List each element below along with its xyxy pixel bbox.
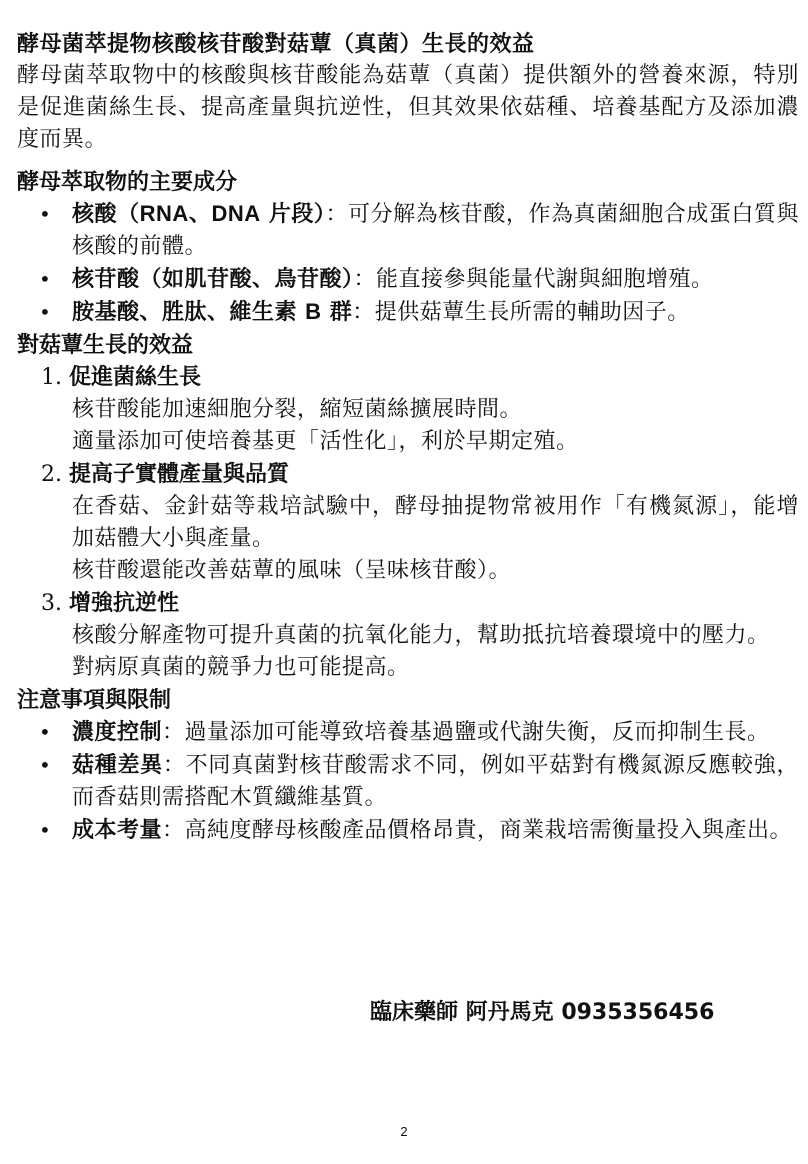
bullet-desc: ：可分解為核苷酸，作為真菌細胞合成蛋白質與核酸的前體。 [72,202,799,259]
notes-heading: 注意事項與限制 [17,687,172,713]
notes-list [17,716,799,847]
effects-heading: 對菇蕈生長的效益 [17,332,194,358]
bullet-term: 核酸（RNA、DNA 片段） [72,201,326,227]
item-line: 核酸分解產物可提升真菌的抗氧化能力，幫助抵抗培養環境中的壓力。 [72,623,770,648]
bullet-icon: • [39,818,52,842]
list-item [17,263,799,296]
item-line: 核苷酸能加速細胞分裂，縮短菌絲擴展時間。 [72,397,523,422]
effects-list [17,361,799,684]
item-heading: 促進菌絲生長 [69,364,202,390]
item-number: 2. [41,462,62,487]
bullet-term: 核苷酸（如肌苷酸、鳥苷酸） [72,266,354,292]
document-title: 酵母菌萃提物核酸核苷酸對菇蕈（真菌）生長的效益 [17,31,535,57]
item-line: 核苷酸還能改善菇蕈的風味（呈味核苷酸）。 [72,558,512,583]
list-item [17,749,799,814]
item-heading: 提高子實體產量與品質 [69,461,290,487]
bullet-term: 濃度控制 [72,719,163,745]
author-signature: 臨床藥師 阿丹馬克 0935356456 [370,1000,715,1025]
bullet-icon: • [39,720,52,744]
components-heading: 酵母萃取物的主要成分 [17,169,238,195]
item-heading: 增強抗逆性 [69,590,180,616]
document-body [17,28,799,847]
bullet-desc: ：不同真菌對核苷酸需求不同，例如平菇對有機氮源反應較強，而香菇則需搭配木質纖維基質。 [72,753,799,810]
bullet-icon: • [39,202,52,226]
list-item [17,296,799,329]
bullet-term: 成本考量 [72,817,163,843]
item-line: 適量添加可使培養基更「活性化」，利於早期定殖。 [72,429,579,454]
bullet-term: 胺基酸、胜肽、維生素 B 群 [72,299,353,325]
bullet-desc: ：提供菇蕈生長所需的輔助因子。 [352,300,690,325]
page-number: 2 [400,1124,408,1139]
intro-paragraph: 酵母菌萃取物中的核酸與核苷酸能為菇蕈（真菌）提供額外的營養來源，特別是促進菌絲生長、提高產量與抗逆性，但其效果依菇種、培養基配方及添加濃度而異。 [17,63,799,152]
bullet-desc: ：高純度酵母核酸產品價格昂貴，商業栽培需衡量投入與產出。 [162,818,793,843]
bullet-icon: • [39,267,52,291]
numbered-item [17,361,799,458]
bullet-desc: ：能直接參與能量代謝與細胞增殖。 [353,267,714,292]
numbered-item [17,587,799,684]
numbered-item [17,458,799,587]
item-number: 1. [41,365,62,390]
item-number: 3. [41,591,62,616]
list-item [17,716,799,749]
item-line: 在香菇、金針菇等栽培試驗中，酵母抽提物常被用作「有機氮源」，能增加菇體大小與產量。 [72,494,799,551]
bullet-term: 菇種差異 [72,752,163,778]
bullet-icon: • [39,753,52,777]
bullet-desc: ：過量添加可能導致培養基過鹽或代謝失衡，反而抑制生長。 [162,720,770,745]
list-item [17,814,799,847]
components-list [17,198,799,329]
item-line: 對病原真菌的競爭力也可能提高。 [72,655,410,680]
bullet-icon: • [39,300,52,324]
list-item [17,198,799,263]
